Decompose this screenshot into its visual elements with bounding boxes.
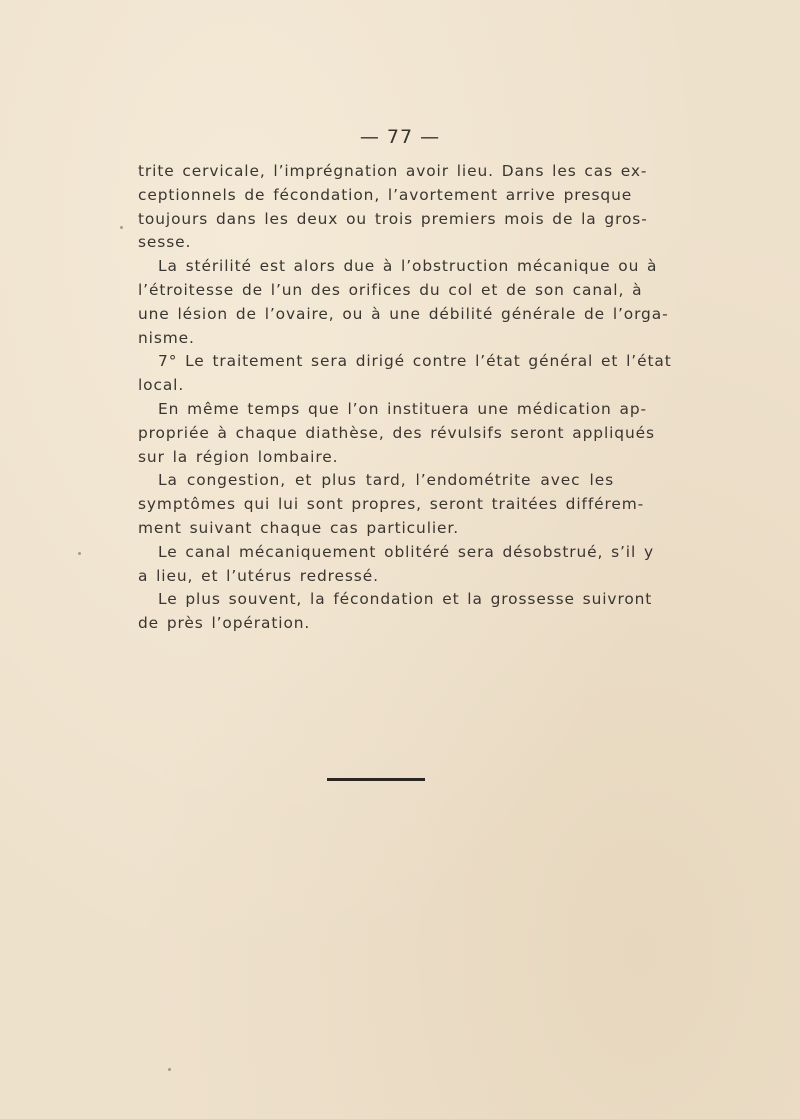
page-number: — 77 —	[359, 126, 441, 148]
text-line: local.	[138, 376, 185, 395]
paper-speck	[78, 552, 81, 555]
text-line: Le canal mécaniquement oblitéré sera désobstrué, s’il y	[158, 542, 654, 561]
text-line: ceptionnels de fécondation, l’avortement arrive presque	[138, 185, 633, 204]
paper-speck	[168, 1068, 171, 1071]
text-line: 7° Le traitement sera dirigé contre l’état général et l’état	[158, 352, 672, 371]
text-line: toujours dans les deux ou trois premiers mois de la gros-	[138, 209, 648, 228]
text-line: sesse.	[138, 233, 192, 252]
paragraph-7	[138, 588, 653, 636]
paper-speck	[120, 226, 123, 229]
text-line: symptômes qui lui sont propres, seront traitées différem-	[138, 495, 645, 514]
end-rule	[327, 778, 425, 781]
text-line: sur la région lombaire.	[138, 447, 339, 466]
text-line: l’étroitesse de l’un des orifices du col et de son canal, à	[138, 280, 643, 299]
paragraph-3	[138, 350, 672, 398]
text-line: a lieu, et l’utérus redressé.	[138, 566, 379, 585]
text-line: trite cervicale, l’imprégnation avoir lieu. Dans les cas ex-	[138, 162, 648, 180]
paragraph-5	[138, 469, 645, 540]
text-line: propriée à chaque diathèse, des révulsifs seront appliqués	[138, 423, 655, 442]
text-line: La stérilité est alors due à l’obstruction mécanique ou à	[158, 257, 658, 276]
paragraph-2	[138, 255, 669, 350]
text-line: ment suivant chaque cas particulier.	[138, 518, 460, 537]
text-line: En même temps que l’on instituera une médication ap-	[158, 399, 647, 418]
text-line: de près l’opération.	[138, 614, 311, 633]
paragraph-1	[138, 160, 648, 255]
body-text	[138, 160, 672, 636]
text-line: La congestion, et plus tard, l’endométrite avec les	[158, 471, 614, 490]
text-line: nisme.	[138, 328, 195, 347]
paragraph-6	[138, 541, 654, 589]
text-line: Le plus souvent, la fécondation et la grossesse suivront	[158, 590, 653, 609]
paragraph-4	[138, 398, 655, 469]
text-line: une lésion de l’ovaire, ou à une débilité générale de l’orga-	[138, 304, 669, 323]
